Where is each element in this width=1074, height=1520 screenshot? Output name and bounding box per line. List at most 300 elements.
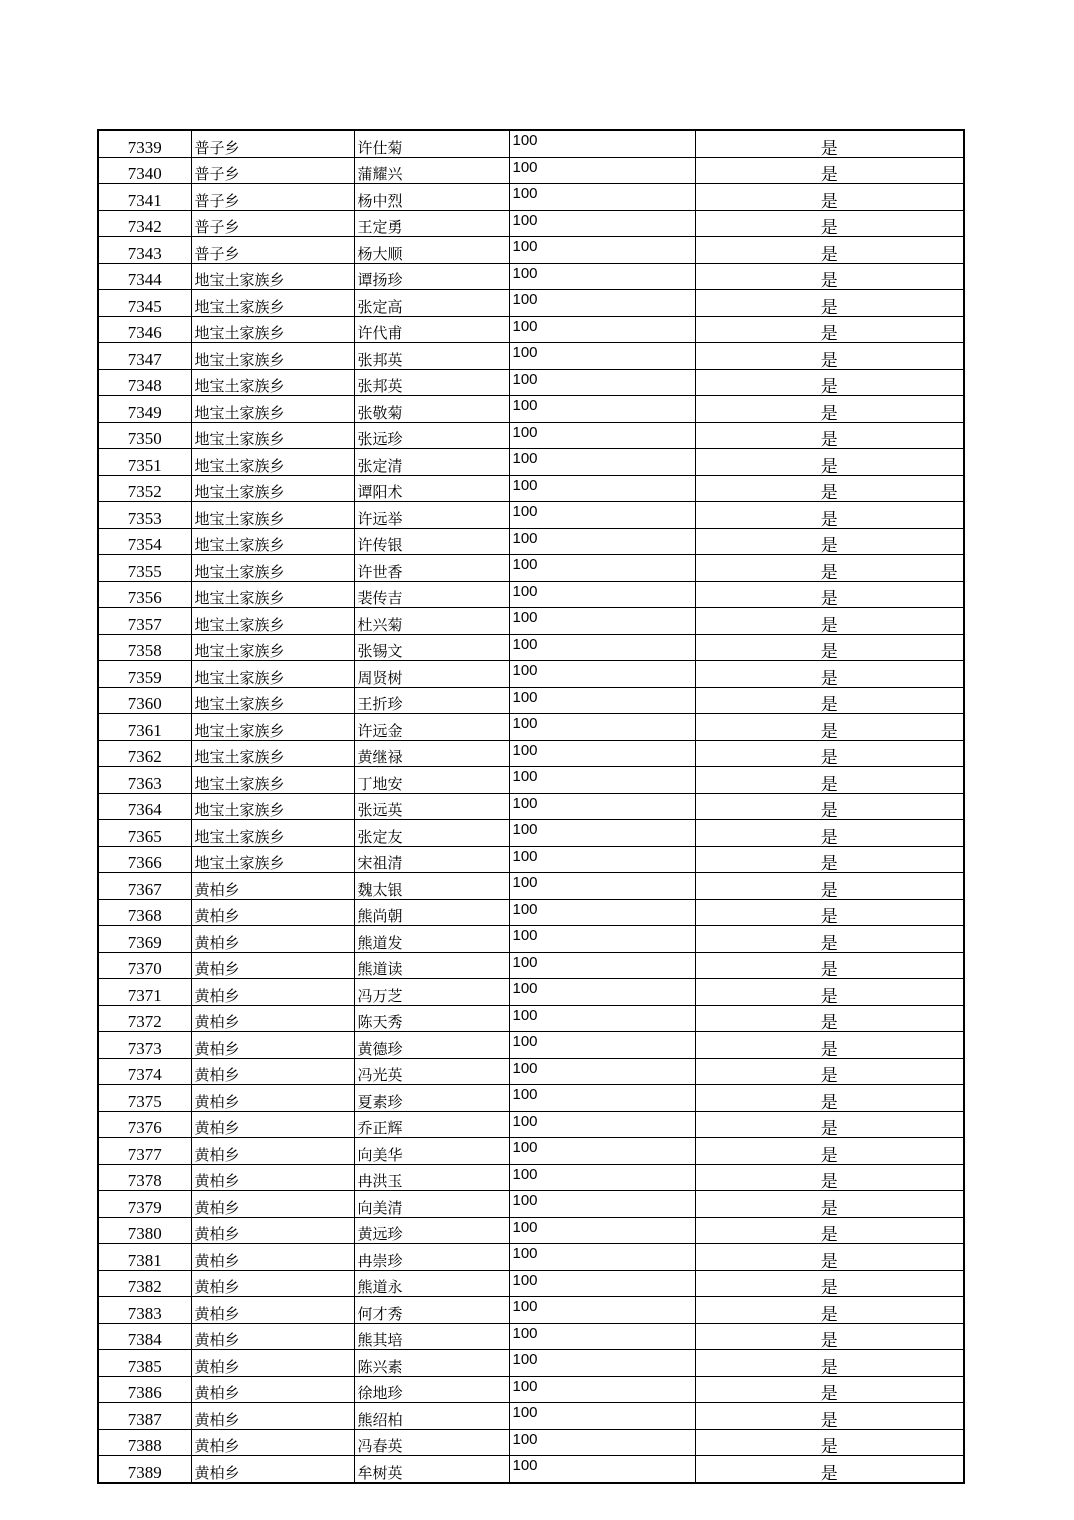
township-cell: 普子乡 bbox=[191, 237, 354, 264]
amount-cell: 100 bbox=[509, 449, 695, 476]
township-cell: 地宝土家族乡 bbox=[191, 687, 354, 714]
township-cell: 黄柏乡 bbox=[191, 1297, 354, 1324]
table-row bbox=[98, 290, 964, 317]
table-row bbox=[98, 740, 964, 767]
person-name-cell: 许代甫 bbox=[354, 316, 509, 343]
amount-cell: 100 bbox=[509, 1058, 695, 1085]
record-number-cell: 7349 bbox=[98, 396, 191, 423]
table-body bbox=[98, 130, 964, 1483]
record-number-cell: 7385 bbox=[98, 1350, 191, 1377]
table-row bbox=[98, 343, 964, 370]
township-cell: 黄柏乡 bbox=[191, 1085, 354, 1112]
status-cell: 是 bbox=[695, 210, 964, 237]
record-number-cell: 7381 bbox=[98, 1244, 191, 1271]
table-row bbox=[98, 952, 964, 979]
person-name-cell: 裴传吉 bbox=[354, 581, 509, 608]
person-name-cell: 王折珍 bbox=[354, 687, 509, 714]
status-cell: 是 bbox=[695, 1323, 964, 1350]
status-cell: 是 bbox=[695, 1005, 964, 1032]
person-name-cell: 黄继禄 bbox=[354, 740, 509, 767]
record-number-cell: 7346 bbox=[98, 316, 191, 343]
table-row bbox=[98, 661, 964, 688]
amount-cell: 100 bbox=[509, 237, 695, 264]
record-number-cell: 7364 bbox=[98, 793, 191, 820]
person-name-cell: 徐地珍 bbox=[354, 1376, 509, 1403]
township-cell: 地宝土家族乡 bbox=[191, 714, 354, 741]
township-cell: 黄柏乡 bbox=[191, 979, 354, 1006]
status-cell: 是 bbox=[695, 1217, 964, 1244]
amount-cell: 100 bbox=[509, 581, 695, 608]
record-number-cell: 7366 bbox=[98, 846, 191, 873]
status-cell: 是 bbox=[695, 1429, 964, 1456]
amount-cell: 100 bbox=[509, 1323, 695, 1350]
township-cell: 地宝土家族乡 bbox=[191, 369, 354, 396]
township-cell: 黄柏乡 bbox=[191, 926, 354, 953]
person-name-cell: 冯春英 bbox=[354, 1429, 509, 1456]
township-cell: 黄柏乡 bbox=[191, 899, 354, 926]
amount-cell: 100 bbox=[509, 1111, 695, 1138]
person-name-cell: 熊绍柏 bbox=[354, 1403, 509, 1430]
table-row bbox=[98, 369, 964, 396]
record-number-cell: 7389 bbox=[98, 1456, 191, 1483]
person-name-cell: 黄德珍 bbox=[354, 1032, 509, 1059]
person-name-cell: 谭阳术 bbox=[354, 475, 509, 502]
person-name-cell: 陈天秀 bbox=[354, 1005, 509, 1032]
person-name-cell: 许仕菊 bbox=[354, 130, 509, 157]
person-name-cell: 杨中烈 bbox=[354, 184, 509, 211]
status-cell: 是 bbox=[695, 1376, 964, 1403]
township-cell: 黄柏乡 bbox=[191, 1005, 354, 1032]
table-row bbox=[98, 157, 964, 184]
table-row bbox=[98, 1058, 964, 1085]
table-row bbox=[98, 263, 964, 290]
record-number-cell: 7384 bbox=[98, 1323, 191, 1350]
person-name-cell: 冯光英 bbox=[354, 1058, 509, 1085]
person-name-cell: 张远英 bbox=[354, 793, 509, 820]
record-number-cell: 7360 bbox=[98, 687, 191, 714]
table-row bbox=[98, 1085, 964, 1112]
amount-cell: 100 bbox=[509, 1032, 695, 1059]
record-number-cell: 7386 bbox=[98, 1376, 191, 1403]
person-name-cell: 张邦英 bbox=[354, 369, 509, 396]
table-row bbox=[98, 130, 964, 157]
table-row bbox=[98, 1429, 964, 1456]
status-cell: 是 bbox=[695, 714, 964, 741]
amount-cell: 100 bbox=[509, 343, 695, 370]
township-cell: 黄柏乡 bbox=[191, 1323, 354, 1350]
township-cell: 黄柏乡 bbox=[191, 952, 354, 979]
record-number-cell: 7339 bbox=[98, 130, 191, 157]
status-cell: 是 bbox=[695, 449, 964, 476]
status-cell: 是 bbox=[695, 1085, 964, 1112]
record-number-cell: 7362 bbox=[98, 740, 191, 767]
township-cell: 地宝土家族乡 bbox=[191, 793, 354, 820]
record-number-cell: 7380 bbox=[98, 1217, 191, 1244]
township-cell: 黄柏乡 bbox=[191, 1032, 354, 1059]
table-row bbox=[98, 1376, 964, 1403]
record-number-cell: 7357 bbox=[98, 608, 191, 635]
township-cell: 地宝土家族乡 bbox=[191, 581, 354, 608]
person-name-cell: 向美清 bbox=[354, 1191, 509, 1218]
township-cell: 黄柏乡 bbox=[191, 1164, 354, 1191]
person-name-cell: 夏素珍 bbox=[354, 1085, 509, 1112]
township-cell: 黄柏乡 bbox=[191, 1403, 354, 1430]
person-name-cell: 杜兴菊 bbox=[354, 608, 509, 635]
status-cell: 是 bbox=[695, 1297, 964, 1324]
status-cell: 是 bbox=[695, 1456, 964, 1483]
amount-cell: 100 bbox=[509, 1297, 695, 1324]
table-row bbox=[98, 820, 964, 847]
amount-cell: 100 bbox=[509, 210, 695, 237]
record-number-cell: 7350 bbox=[98, 422, 191, 449]
data-table bbox=[97, 129, 965, 1484]
table-row bbox=[98, 528, 964, 555]
record-number-cell: 7340 bbox=[98, 157, 191, 184]
township-cell: 黄柏乡 bbox=[191, 873, 354, 900]
person-name-cell: 乔正辉 bbox=[354, 1111, 509, 1138]
table-row bbox=[98, 1191, 964, 1218]
status-cell: 是 bbox=[695, 979, 964, 1006]
township-cell: 地宝土家族乡 bbox=[191, 475, 354, 502]
record-number-cell: 7383 bbox=[98, 1297, 191, 1324]
status-cell: 是 bbox=[695, 369, 964, 396]
status-cell: 是 bbox=[695, 899, 964, 926]
person-name-cell: 向美华 bbox=[354, 1138, 509, 1165]
amount-cell: 100 bbox=[509, 369, 695, 396]
status-cell: 是 bbox=[695, 767, 964, 794]
amount-cell: 100 bbox=[509, 422, 695, 449]
township-cell: 黄柏乡 bbox=[191, 1191, 354, 1218]
amount-cell: 100 bbox=[509, 290, 695, 317]
township-cell: 地宝土家族乡 bbox=[191, 316, 354, 343]
status-cell: 是 bbox=[695, 184, 964, 211]
township-cell: 地宝土家族乡 bbox=[191, 449, 354, 476]
status-cell: 是 bbox=[695, 130, 964, 157]
township-cell: 地宝土家族乡 bbox=[191, 502, 354, 529]
amount-cell: 100 bbox=[509, 1456, 695, 1483]
township-cell: 地宝土家族乡 bbox=[191, 422, 354, 449]
township-cell: 地宝土家族乡 bbox=[191, 767, 354, 794]
township-cell: 地宝土家族乡 bbox=[191, 820, 354, 847]
table-row bbox=[98, 608, 964, 635]
township-cell: 普子乡 bbox=[191, 210, 354, 237]
record-number-cell: 7356 bbox=[98, 581, 191, 608]
amount-cell: 100 bbox=[509, 793, 695, 820]
record-number-cell: 7347 bbox=[98, 343, 191, 370]
township-cell: 黄柏乡 bbox=[191, 1270, 354, 1297]
amount-cell: 100 bbox=[509, 396, 695, 423]
township-cell: 地宝土家族乡 bbox=[191, 661, 354, 688]
record-number-cell: 7367 bbox=[98, 873, 191, 900]
table-row bbox=[98, 581, 964, 608]
amount-cell: 100 bbox=[509, 714, 695, 741]
status-cell: 是 bbox=[695, 1058, 964, 1085]
record-number-cell: 7355 bbox=[98, 555, 191, 582]
record-number-cell: 7365 bbox=[98, 820, 191, 847]
amount-cell: 100 bbox=[509, 130, 695, 157]
township-cell: 地宝土家族乡 bbox=[191, 263, 354, 290]
person-name-cell: 陈兴素 bbox=[354, 1350, 509, 1377]
record-number-cell: 7377 bbox=[98, 1138, 191, 1165]
person-name-cell: 张定高 bbox=[354, 290, 509, 317]
status-cell: 是 bbox=[695, 555, 964, 582]
amount-cell: 100 bbox=[509, 687, 695, 714]
table-row bbox=[98, 1323, 964, 1350]
person-name-cell: 周贤树 bbox=[354, 661, 509, 688]
person-name-cell: 丁地安 bbox=[354, 767, 509, 794]
amount-cell: 100 bbox=[509, 316, 695, 343]
table-row bbox=[98, 1164, 964, 1191]
record-number-cell: 7343 bbox=[98, 237, 191, 264]
table-row bbox=[98, 899, 964, 926]
person-name-cell: 何才秀 bbox=[354, 1297, 509, 1324]
record-number-cell: 7359 bbox=[98, 661, 191, 688]
status-cell: 是 bbox=[695, 1164, 964, 1191]
person-name-cell: 许传银 bbox=[354, 528, 509, 555]
person-name-cell: 宋祖清 bbox=[354, 846, 509, 873]
record-number-cell: 7341 bbox=[98, 184, 191, 211]
status-cell: 是 bbox=[695, 316, 964, 343]
status-cell: 是 bbox=[695, 687, 964, 714]
record-number-cell: 7371 bbox=[98, 979, 191, 1006]
status-cell: 是 bbox=[695, 1270, 964, 1297]
status-cell: 是 bbox=[695, 740, 964, 767]
person-name-cell: 谭扬珍 bbox=[354, 263, 509, 290]
person-name-cell: 熊道永 bbox=[354, 1270, 509, 1297]
township-cell: 黄柏乡 bbox=[191, 1244, 354, 1271]
table-row bbox=[98, 1138, 964, 1165]
township-cell: 地宝土家族乡 bbox=[191, 740, 354, 767]
person-name-cell: 蒲耀兴 bbox=[354, 157, 509, 184]
amount-cell: 100 bbox=[509, 926, 695, 953]
status-cell: 是 bbox=[695, 1350, 964, 1377]
amount-cell: 100 bbox=[509, 740, 695, 767]
amount-cell: 100 bbox=[509, 1403, 695, 1430]
township-cell: 地宝土家族乡 bbox=[191, 396, 354, 423]
person-name-cell: 牟树英 bbox=[354, 1456, 509, 1483]
person-name-cell: 张定清 bbox=[354, 449, 509, 476]
record-number-cell: 7353 bbox=[98, 502, 191, 529]
record-number-cell: 7375 bbox=[98, 1085, 191, 1112]
status-cell: 是 bbox=[695, 581, 964, 608]
table-row bbox=[98, 634, 964, 661]
table-row bbox=[98, 1297, 964, 1324]
township-cell: 地宝土家族乡 bbox=[191, 634, 354, 661]
status-cell: 是 bbox=[695, 263, 964, 290]
status-cell: 是 bbox=[695, 502, 964, 529]
table-row bbox=[98, 316, 964, 343]
amount-cell: 100 bbox=[509, 184, 695, 211]
table-row bbox=[98, 1217, 964, 1244]
township-cell: 普子乡 bbox=[191, 184, 354, 211]
status-cell: 是 bbox=[695, 873, 964, 900]
table-row bbox=[98, 555, 964, 582]
table-row bbox=[98, 926, 964, 953]
status-cell: 是 bbox=[695, 1032, 964, 1059]
status-cell: 是 bbox=[695, 396, 964, 423]
township-cell: 地宝土家族乡 bbox=[191, 555, 354, 582]
status-cell: 是 bbox=[695, 1403, 964, 1430]
table-row bbox=[98, 1350, 964, 1377]
person-name-cell: 王定勇 bbox=[354, 210, 509, 237]
amount-cell: 100 bbox=[509, 475, 695, 502]
township-cell: 普子乡 bbox=[191, 157, 354, 184]
amount-cell: 100 bbox=[509, 263, 695, 290]
record-number-cell: 7373 bbox=[98, 1032, 191, 1059]
record-number-cell: 7352 bbox=[98, 475, 191, 502]
amount-cell: 100 bbox=[509, 528, 695, 555]
person-name-cell: 冉崇珍 bbox=[354, 1244, 509, 1271]
person-name-cell: 许远金 bbox=[354, 714, 509, 741]
amount-cell: 100 bbox=[509, 873, 695, 900]
person-name-cell: 许世香 bbox=[354, 555, 509, 582]
person-name-cell: 张邦英 bbox=[354, 343, 509, 370]
person-name-cell: 张定友 bbox=[354, 820, 509, 847]
amount-cell: 100 bbox=[509, 1376, 695, 1403]
amount-cell: 100 bbox=[509, 157, 695, 184]
township-cell: 地宝土家族乡 bbox=[191, 846, 354, 873]
township-cell: 地宝土家族乡 bbox=[191, 290, 354, 317]
table-row bbox=[98, 1270, 964, 1297]
person-name-cell: 杨大顺 bbox=[354, 237, 509, 264]
table-row bbox=[98, 846, 964, 873]
table-row bbox=[98, 475, 964, 502]
amount-cell: 100 bbox=[509, 1138, 695, 1165]
person-name-cell: 熊尚朝 bbox=[354, 899, 509, 926]
amount-cell: 100 bbox=[509, 502, 695, 529]
table-row bbox=[98, 687, 964, 714]
amount-cell: 100 bbox=[509, 1191, 695, 1218]
amount-cell: 100 bbox=[509, 555, 695, 582]
status-cell: 是 bbox=[695, 793, 964, 820]
record-number-cell: 7354 bbox=[98, 528, 191, 555]
person-name-cell: 熊道读 bbox=[354, 952, 509, 979]
record-number-cell: 7345 bbox=[98, 290, 191, 317]
table-row bbox=[98, 1032, 964, 1059]
table-row bbox=[98, 979, 964, 1006]
status-cell: 是 bbox=[695, 528, 964, 555]
township-cell: 普子乡 bbox=[191, 130, 354, 157]
person-name-cell: 张锡文 bbox=[354, 634, 509, 661]
township-cell: 地宝土家族乡 bbox=[191, 608, 354, 635]
amount-cell: 100 bbox=[509, 846, 695, 873]
record-number-cell: 7344 bbox=[98, 263, 191, 290]
table-row bbox=[98, 767, 964, 794]
table-row bbox=[98, 396, 964, 423]
amount-cell: 100 bbox=[509, 952, 695, 979]
table-row bbox=[98, 237, 964, 264]
amount-cell: 100 bbox=[509, 1085, 695, 1112]
record-number-cell: 7351 bbox=[98, 449, 191, 476]
status-cell: 是 bbox=[695, 608, 964, 635]
record-number-cell: 7370 bbox=[98, 952, 191, 979]
township-cell: 地宝土家族乡 bbox=[191, 343, 354, 370]
table-row bbox=[98, 1403, 964, 1430]
table-row bbox=[98, 210, 964, 237]
status-cell: 是 bbox=[695, 846, 964, 873]
status-cell: 是 bbox=[695, 1111, 964, 1138]
record-number-cell: 7378 bbox=[98, 1164, 191, 1191]
status-cell: 是 bbox=[695, 422, 964, 449]
amount-cell: 100 bbox=[509, 1005, 695, 1032]
township-cell: 黄柏乡 bbox=[191, 1350, 354, 1377]
table-row bbox=[98, 422, 964, 449]
record-number-cell: 7379 bbox=[98, 1191, 191, 1218]
record-number-cell: 7358 bbox=[98, 634, 191, 661]
table-row bbox=[98, 1111, 964, 1138]
status-cell: 是 bbox=[695, 475, 964, 502]
status-cell: 是 bbox=[695, 237, 964, 264]
amount-cell: 100 bbox=[509, 1270, 695, 1297]
record-number-cell: 7376 bbox=[98, 1111, 191, 1138]
record-number-cell: 7387 bbox=[98, 1403, 191, 1430]
township-cell: 黄柏乡 bbox=[191, 1138, 354, 1165]
record-number-cell: 7363 bbox=[98, 767, 191, 794]
table-row bbox=[98, 1244, 964, 1271]
amount-cell: 100 bbox=[509, 1350, 695, 1377]
record-number-cell: 7388 bbox=[98, 1429, 191, 1456]
amount-cell: 100 bbox=[509, 899, 695, 926]
township-cell: 黄柏乡 bbox=[191, 1376, 354, 1403]
record-number-cell: 7348 bbox=[98, 369, 191, 396]
status-cell: 是 bbox=[695, 661, 964, 688]
person-name-cell: 熊道发 bbox=[354, 926, 509, 953]
status-cell: 是 bbox=[695, 820, 964, 847]
amount-cell: 100 bbox=[509, 1164, 695, 1191]
township-cell: 黄柏乡 bbox=[191, 1058, 354, 1085]
amount-cell: 100 bbox=[509, 608, 695, 635]
record-number-cell: 7382 bbox=[98, 1270, 191, 1297]
status-cell: 是 bbox=[695, 926, 964, 953]
township-cell: 黄柏乡 bbox=[191, 1456, 354, 1483]
person-name-cell: 冯万芝 bbox=[354, 979, 509, 1006]
table-row bbox=[98, 873, 964, 900]
township-cell: 黄柏乡 bbox=[191, 1111, 354, 1138]
amount-cell: 100 bbox=[509, 1429, 695, 1456]
status-cell: 是 bbox=[695, 290, 964, 317]
table-row bbox=[98, 449, 964, 476]
amount-cell: 100 bbox=[509, 1217, 695, 1244]
table-row bbox=[98, 502, 964, 529]
amount-cell: 100 bbox=[509, 634, 695, 661]
person-name-cell: 张远珍 bbox=[354, 422, 509, 449]
person-name-cell: 黄远珍 bbox=[354, 1217, 509, 1244]
township-cell: 黄柏乡 bbox=[191, 1429, 354, 1456]
person-name-cell: 张敬菊 bbox=[354, 396, 509, 423]
status-cell: 是 bbox=[695, 1138, 964, 1165]
table-row bbox=[98, 714, 964, 741]
table-row bbox=[98, 1005, 964, 1032]
amount-cell: 100 bbox=[509, 661, 695, 688]
status-cell: 是 bbox=[695, 1191, 964, 1218]
amount-cell: 100 bbox=[509, 1244, 695, 1271]
record-number-cell: 7368 bbox=[98, 899, 191, 926]
township-cell: 黄柏乡 bbox=[191, 1217, 354, 1244]
table-row bbox=[98, 1456, 964, 1483]
status-cell: 是 bbox=[695, 157, 964, 184]
table-row bbox=[98, 184, 964, 211]
status-cell: 是 bbox=[695, 343, 964, 370]
record-number-cell: 7342 bbox=[98, 210, 191, 237]
record-number-cell: 7372 bbox=[98, 1005, 191, 1032]
status-cell: 是 bbox=[695, 634, 964, 661]
record-number-cell: 7361 bbox=[98, 714, 191, 741]
record-number-cell: 7374 bbox=[98, 1058, 191, 1085]
township-cell: 地宝土家族乡 bbox=[191, 528, 354, 555]
person-name-cell: 许远举 bbox=[354, 502, 509, 529]
status-cell: 是 bbox=[695, 1244, 964, 1271]
person-name-cell: 冉洪玉 bbox=[354, 1164, 509, 1191]
